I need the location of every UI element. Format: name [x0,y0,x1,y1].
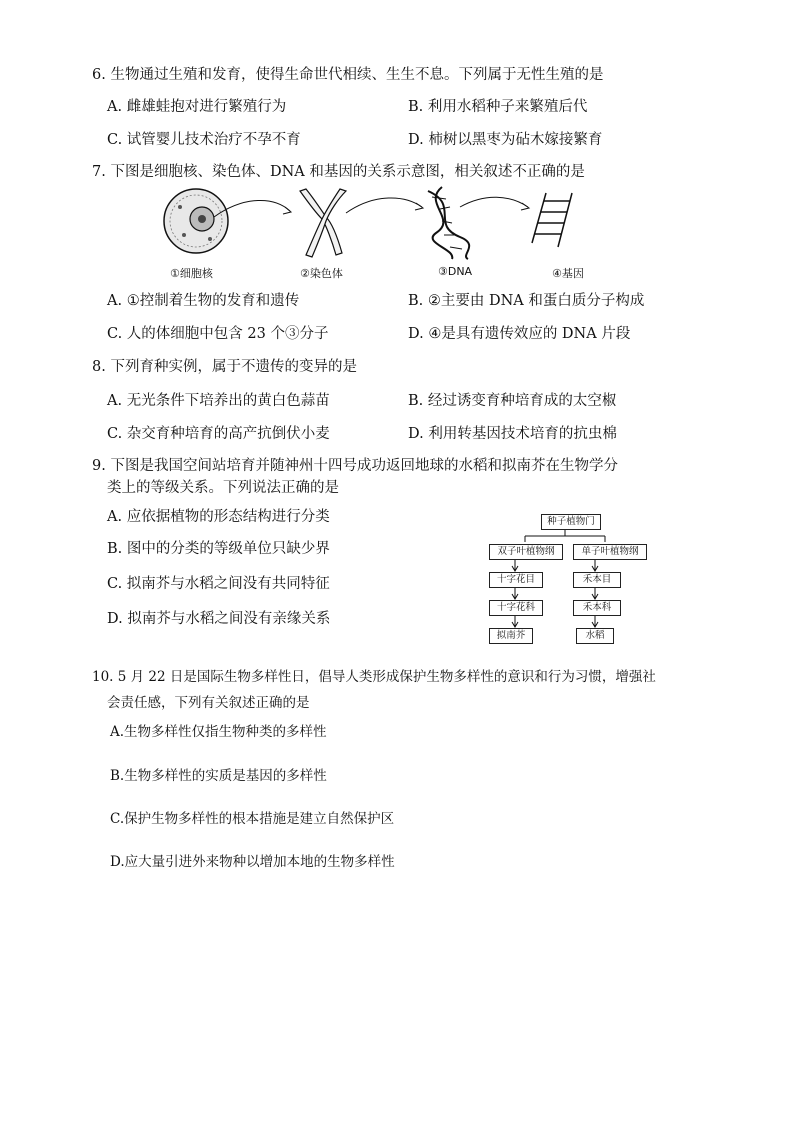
q6-option-c[interactable]: C. 试管婴儿技术治疗不孕不育 [107,132,301,148]
q9-stem-line2: 类上的等级关系。下列说法正确的是 [107,480,339,496]
chromosome-icon [300,189,346,257]
q10-option-b[interactable]: B.生物多样性的实质是基因的多样性 [110,768,327,784]
q10-option-a[interactable]: A.生物多样性仅指生物种类的多样性 [110,724,327,740]
q8-option-d[interactable]: D. 利用转基因技术培育的抗虫棉 [408,426,617,442]
taxon-class-monocot: 单子叶植物纲 [573,544,647,560]
q7-option-c[interactable]: C. 人的体细胞中包含 23 个③分子 [107,326,329,342]
q9-option-c[interactable]: C. 拟南芥与水稻之间没有共同特征 [107,576,330,592]
taxon-order-poales: 禾本目 [573,572,621,588]
gene-ladder-icon [532,193,572,247]
q7-option-d[interactable]: D. ④是具有遗传效应的 DNA 片段 [408,326,631,342]
q6-option-b[interactable]: B. 利用水稻种子来繁殖后代 [408,99,588,115]
taxon-family-poaceae: 禾本科 [573,600,621,616]
caption-chromosome: ②染色体 [300,267,343,280]
taxon-family-brassicaceae: 十字花科 [489,600,543,616]
q10-stem-line2: 会责任感，下列有关叙述正确的是 [107,695,310,711]
taxon-species-arabidopsis: 拟南芥 [489,628,533,644]
caption-dna: ③DNA [438,265,473,278]
q7-option-a[interactable]: A. ①控制着生物的发育和遗传 [107,293,300,309]
cell-nucleus-icon [164,189,228,253]
caption-nucleus: ①细胞核 [170,267,213,280]
q10-option-d[interactable]: D.应大量引进外来物种以增加本地的生物多样性 [110,854,395,870]
q10-stem-line1: 10. 5 月 22 日是国际生物多样性日，倡导人类形成保护生物多样性的意识和行为习惯，增强社 [92,669,656,685]
q6-option-a[interactable]: A. 雌雄蛙抱对进行繁殖行为 [107,99,287,115]
q9-option-b[interactable]: B. 图中的分类的等级单位只缺少界 [107,541,330,557]
q8-option-a[interactable]: A. 无光条件下培养出的黄白色蒜苗 [107,393,330,409]
q9-option-d[interactable]: D. 拟南芥与水稻之间没有亲缘关系 [107,611,331,627]
q6-stem: 6. 生物通过生殖和发育，使得生命世代相续、生生不息。下列属于无性生殖的是 [92,67,604,83]
caption-gene: ④基因 [552,267,584,280]
taxon-species-rice: 水稻 [576,628,614,644]
q8-option-c[interactable]: C. 杂交育种培育的高产抗倒伏小麦 [107,426,330,442]
q10-option-c[interactable]: C.保护生物多样性的根本措施是建立自然保护区 [110,811,395,827]
q7-option-b[interactable]: B. ②主要由 DNA 和蛋白质分子构成 [408,293,645,309]
q8-option-b[interactable]: B. 经过诱变育种培育成的太空椒 [408,393,617,409]
q7-stem: 7. 下图是细胞核、染色体、DNA 和基因的关系示意图，相关叙述不正确的是 [92,164,585,180]
q9-stem-line1: 9. 下图是我国空间站培育并随神州十四号成功返回地球的水稻和拟南芥在生物学分 [92,458,618,474]
q8-stem: 8. 下列育种实例，属于不遗传的变异的是 [92,359,357,375]
taxon-phylum: 种子植物门 [541,514,601,530]
cell-dna-gene-diagram [160,185,600,260]
q6-option-d[interactable]: D. 柿树以黑枣为砧木嫁接繁育 [408,132,603,148]
dna-helix-icon [428,187,469,259]
q9-option-a[interactable]: A. 应依据植物的形态结构进行分类 [107,509,330,525]
taxon-order-brassicales: 十字花目 [489,572,543,588]
taxon-class-dicot: 双子叶植物纲 [489,544,563,560]
